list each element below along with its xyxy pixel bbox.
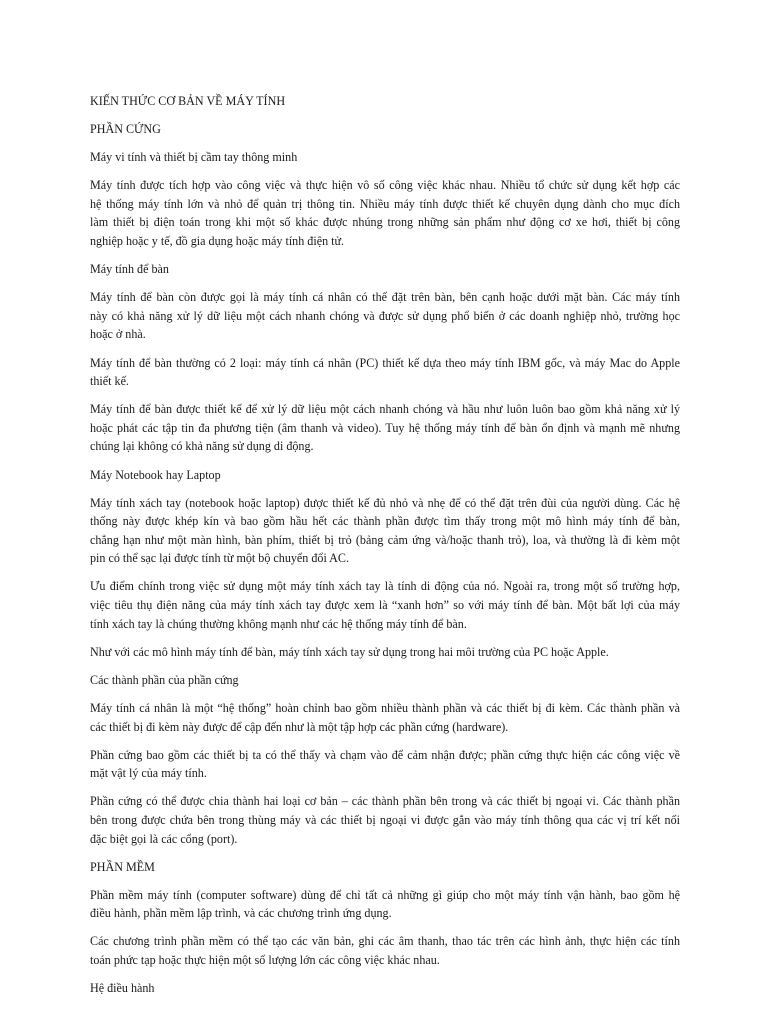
text-line: Máy vi tính và thiết bị cầm tay thông minh	[90, 150, 298, 165]
text-line: Các chương trình phần mềm có thể tạo các văn bản, ghi các âm thanh, thao tác trên các hình ảnh, thực hiện các tính	[90, 934, 680, 949]
text-line: thiết kế.	[90, 374, 129, 389]
text-line: pin có thể sạc lại được tính từ một bộ chuyển đổi AC.	[90, 551, 349, 566]
text-line: chẳng hạn như một màn hình, bàn phím, thiết bị trỏ (bảng cảm ứng và/hoặc thanh trỏ), loa, và thường là đi kèm một	[90, 532, 680, 547]
text-line: Máy tính cá nhân là một “hệ thống” hoàn chỉnh bao gồm nhiều thành phần và các thiết bị đi kèm. Các thành phần và	[90, 700, 680, 715]
subsection-heading	[90, 148, 680, 167]
text-line: Ưu điểm chính trong việc sử dụng một máy tính xách tay là tính di động của nó. Ngoài ra, trong một số trường hợp,	[90, 579, 680, 594]
text-line: hoặc ở nhà.	[90, 327, 146, 342]
paragraph	[90, 746, 680, 783]
subsection-heading	[90, 260, 680, 279]
document-body	[90, 92, 680, 998]
subsection-heading	[90, 671, 680, 690]
text-line: này có khả năng xử lý dữ liệu một cách nhanh chóng và được sử dụng phổ biến ở các doanh nghiệp nhỏ, trường học	[90, 308, 680, 323]
text-line: bên trong được chứa bên trong thùng máy và các thiết bị ngoại vi được gắn vào máy tính thông qua các vị trí kết nối	[90, 812, 680, 827]
section-heading	[90, 120, 680, 139]
text-line: việc tiêu thụ điện năng của máy tính xách tay được xem là “xanh hơn” so với máy tính để bàn. Một bất lợi của máy	[90, 598, 680, 613]
paragraph	[90, 176, 680, 250]
paragraph	[90, 932, 680, 969]
text-line: các thiết bị đi kèm này được để cập đến như là một tập hợp các phần cứng (hardware).	[90, 719, 509, 734]
text-line: Máy tính để bàn	[90, 262, 169, 277]
text-line: Máy tính để bàn thường có 2 loại: máy tính cá nhân (PC) thiết kế dựa theo máy tính IBM gốc, và máy Mac do Apple	[90, 355, 680, 370]
paragraph	[90, 494, 680, 568]
text-line: làm thiết bị điện toán trong khi một số khác được nhúng trong những sản phẩm như động cơ xe hơi, thiết bị công	[90, 215, 680, 230]
text-line: thống này được khép kín và bao gồm hầu hết các thành phần được tìm thấy trong một mô hình máy tính để bàn,	[90, 514, 680, 529]
text-line: đặc biệt gọi là các cổng (port).	[90, 831, 238, 846]
text-line: Máy tính được tích hợp vào công việc và thực hiện vô số công việc khác nhau. Nhiều tổ chức sử dụng kết hợp các	[90, 178, 680, 193]
text-line: Phần cứng bao gồm các thiết bị ta có thể thấy và chạm vào để cảm nhận được; phần cứng thực hiện các công việc về	[90, 747, 680, 762]
text-line: Máy tính để bàn còn được gọi là máy tính cá nhân có thể đặt trên bàn, bên cạnh hoặc dưới mặt bàn. Các máy tính	[90, 290, 680, 305]
text-line: KIẾN THỨC CƠ BẢN VỀ MÁY TÍNH	[90, 94, 286, 108]
text-line: Các thành phần của phần cứng	[90, 672, 239, 687]
text-line: tính xách tay là chúng thường không mạnh như các hệ thống máy tính để bàn.	[90, 616, 467, 631]
text-line: PHẦN CỨNG	[90, 122, 161, 137]
text-line: Máy tính để bàn được thiết kế để xử lý dữ liệu một cách nhanh chóng và hầu như luôn luôn bao gồm khả năng xử lý	[90, 402, 680, 417]
paragraph	[90, 400, 680, 456]
paragraph	[90, 643, 680, 662]
section-heading	[90, 92, 680, 111]
section-heading	[90, 858, 680, 877]
paragraph	[90, 699, 680, 736]
text-line: Máy Notebook hay Laptop	[90, 467, 221, 482]
text-line: mặt vật lý của máy tính.	[90, 766, 207, 781]
paragraph	[90, 792, 680, 848]
text-line: Hệ điều hành	[90, 981, 155, 996]
paragraph	[90, 577, 680, 633]
text-line: Máy tính xách tay (notebook hoặc laptop) được thiết kế đủ nhỏ và nhẹ để có thể đặt trên đùi của người dùng. Các hệ	[90, 495, 680, 510]
subsection-heading	[90, 466, 680, 485]
paragraph	[90, 886, 680, 923]
text-line: hoặc phát các tập tin đa phương tiện (âm thanh và video). Tuy hệ thống máy tính để bàn ổn định và mạnh mẽ nhưng	[90, 420, 680, 435]
text-line: Phần cứng có thể được chia thành hai loại cơ bản – các thành phần bên trong và các thiết bị ngoại vi. Các thành phần	[90, 794, 680, 809]
text-line: điều hành, phần mềm lập trình, và các chương trình ứng dụng.	[90, 906, 392, 921]
text-line: Phần mềm máy tính (computer software) dùng để chỉ tất cả những gì giúp cho một máy tính vận hành, bao gồm hệ	[90, 887, 680, 902]
text-line: nghiệp hoặc y tế, đồ gia dụng hoặc máy tính điện tử.	[90, 234, 345, 249]
subsection-heading	[90, 979, 680, 998]
text-line: hệ thống máy tính lớn và nhỏ để quản trị thông tin. Nhiều máy tính được thiết kế chuyên dụng dành cho mục đích	[90, 196, 680, 211]
paragraph	[90, 354, 680, 391]
text-line: Như với các mô hình máy tính để bàn, máy tính xách tay sử dụng trong hai môi trường của PC hoặc Apple.	[90, 644, 609, 659]
text-line: chúng lại không có khả năng sử dụng di động.	[90, 439, 314, 454]
text-line: PHẦN MỀM	[90, 859, 155, 874]
text-line: toán phức tạp hoặc thực hiện một số lượng lớn các công việc khác nhau.	[90, 952, 440, 967]
paragraph	[90, 288, 680, 344]
